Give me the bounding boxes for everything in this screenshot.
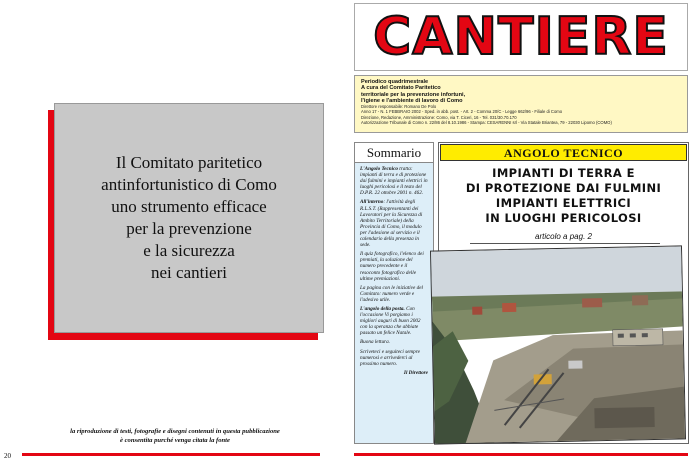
info-line: territoriale per la prevenzione infortuni, [361,91,466,98]
info-director: Direttore responsabile: Romano De Polo [361,104,437,110]
article-page-reference: articolo a pag. 2 [535,232,592,241]
sommario-paragraph [360,306,428,336]
info-line: Direzione, Redazione, Amministrazione: Como, via T. Ciceri, 16 - Tel. 031/30.70.170 [361,114,517,120]
page-number: 20 [4,452,11,460]
masthead [354,3,688,71]
card-line: antinfortunistico di Como [101,175,277,194]
committee-message [91,152,287,284]
paragraph-text: La pagina con le iniziative del Comitato: numero verde e l'adesivo utile. [360,284,423,303]
sommario-body [355,163,433,379]
info-line: Anno 17 - N. 1 FEBBRAIO 2002 - Sped. in abb. post. - Art. 2 - Comma 20/C - Legge 662/96 - Filiale di Como [361,109,563,115]
footer-rule-left [22,453,320,456]
sommario-column [354,142,434,444]
construction-site-illustration [431,246,686,444]
committee-card [54,103,324,333]
paragraph-lead: All'interno [360,199,384,206]
masthead-title: CANTIERE [373,7,669,67]
headline-line: IN LUOGHI PERICOLOSI [485,211,642,225]
card-line: nei cantieri [151,263,227,282]
card-line: Il Comitato paritetico [115,153,263,172]
paragraph-text: Con l'occasione Vi porgiamo i migliori auguri di buon 2002 con la speranza che abbiate passato un felice Natale. [360,305,421,337]
info-line: l'igiene e l'ambiente di lavoro di Como [361,97,463,104]
reproduction-note [30,428,320,445]
headline-line: IMPIANTI DI TERRA E [492,166,635,180]
sommario-paragraph [360,251,428,281]
info-line: Periodico quadrimestrale [361,79,429,85]
sommario-paragraph [360,199,428,248]
sommario-paragraph [360,166,428,196]
note-line: la riproduzione di testi, fotografie e disegni contenuti in questa pubblicazione [70,428,280,435]
headline-rule [470,243,660,244]
headline-line: DI PROTEZIONE DAI FULMINI [465,181,662,195]
headline-line: IMPIANTI ELETTRICI [495,196,632,210]
info-line: Autorizzazione Tribunale di Como n. 22/86 del 8.10.1986 - Stampa: CESARENNI srl - Via Statale Briantea, 79 - 22030 Lipomo (COMO) [361,119,612,125]
paragraph-lead: L'angolo della posta. [360,305,405,312]
construction-site-photo [430,245,686,444]
card-line: e la sicurezza [143,241,235,260]
sommario-paragraph [360,285,428,303]
article-headline [440,166,687,226]
angolo-tecnico-banner: ANGOLO TECNICO [440,144,687,161]
paragraph-text: Buona lettura. [360,339,390,346]
footer-rule-right [354,453,688,456]
sommario-paragraph [360,339,428,345]
sommario-heading: Sommario [355,143,433,163]
card-line: per la prevenzione [126,219,252,238]
paragraph-text: tratta: impianti di terra e di protezione dai fulmini e impianti elettrici in luoghi pericolosi e il testo del D.P.R. 22 ottobre 2001 n. 462. [360,166,428,197]
paragraph-text: : l'attività degli R.L.S.T. (Rappresentanti dei Lavoratori per la Sicurezza di Ambito Territoriale) della Provincia di Como, il modulo per l'adesione al servizio e il calendario della presenza in sede. [360,199,423,249]
info-line: A cura del Comitato Paritetico [361,85,441,92]
publication-info [354,75,688,133]
paragraph-lead: L'Angolo Tecnico [360,166,398,172]
paragraph-text: Scriveteci e seguiteci sempre numerosi e arrivederci al prossimo numero. [360,348,420,367]
note-line: è consentita purché venga citata la fonte [120,436,230,444]
sommario-signature: Il Direttore [403,369,428,376]
paragraph-text: Il quiz fotografico, l'elenco dei premiati, la soluzione del numero precedente e il resoconto fotografico delle ultime premiazioni. [360,251,424,282]
card-line: uno strumento efficace [111,197,267,216]
sommario-paragraph [360,349,428,367]
